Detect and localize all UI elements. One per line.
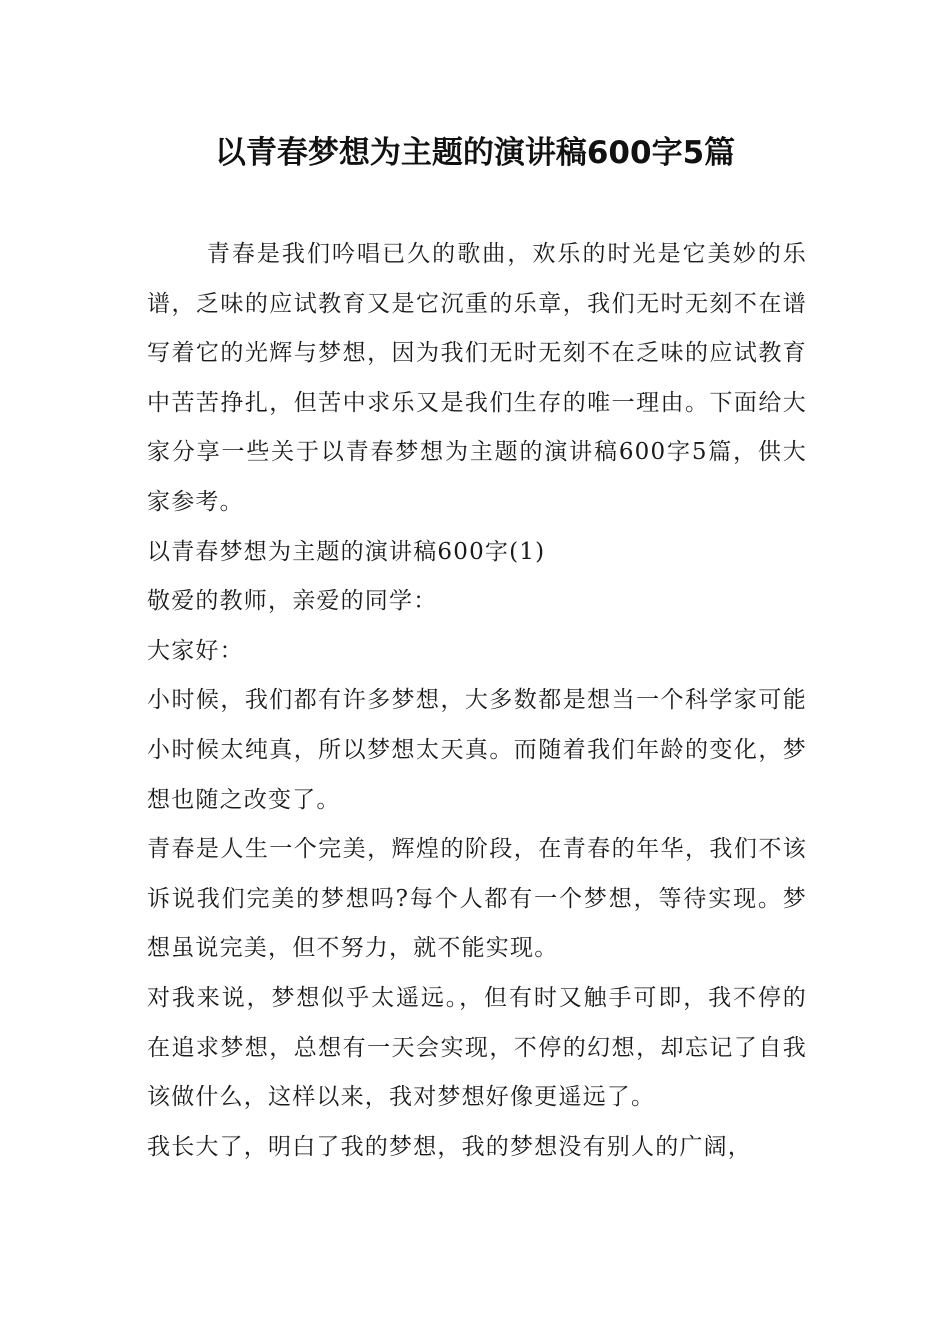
- body-paragraph: 青春是人生一个完美，辉煌的阶段，在青春的年华，我们不该诉说我们完美的梦想吗?每个人都有一个梦想，等待实现。梦想虽说完美，但不努力，就不能实现。: [147, 836, 807, 962]
- body-paragraph: 我长大了，明白了我的梦想，我的梦想没有别人的广阔，: [147, 1133, 752, 1160]
- document-title: 以青春梦想为主题的演讲稿600字5篇: [214, 135, 736, 171]
- document-body: [147, 230, 807, 1172]
- intro-paragraph: 青春是我们吟唱已久的歌曲，欢乐的时光是它美妙的乐谱，乏味的应试教育又是它沉重的乐章，我们无时无刻不在谱写着它的光辉与梦想，因为我们无时无刻不在乏味的应试教育中苦苦挣扎，但苦中求乐又是我们生存的唯一理由。下面给大家分享一些关于以青春梦想为主题的演讲稿600字5篇，供大家参考。: [147, 241, 807, 515]
- salutation: 敬爱的教师，亲爱的同学：: [147, 588, 438, 615]
- body-paragraph: 对我来说，梦想似乎太遥远。，但有时又触手可即，我不停的在追求梦想，总想有一天会实现，不停的幻想，却忘记了自我该做什么，这样以来，我对梦想好像更遥远了。: [147, 984, 807, 1111]
- body-paragraph: 小时候，我们都有许多梦想，大多数都是想当一个科学家可能小时候太纯真，所以梦想太天真。而随着我们年龄的变化，梦想也随之改变了。: [147, 687, 807, 813]
- greeting: 大家好：: [147, 637, 244, 664]
- section-heading: 以青春梦想为主题的演讲稿600字(1): [147, 538, 546, 565]
